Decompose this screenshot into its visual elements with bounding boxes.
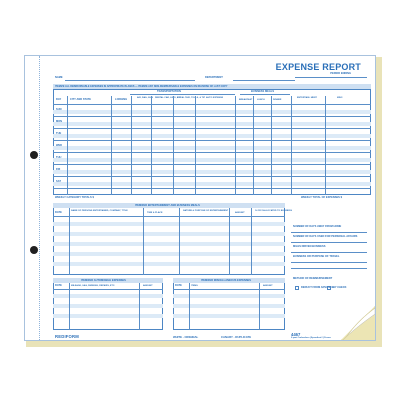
- col-misc: MISC.: [337, 97, 344, 99]
- ent-col-divider: [179, 208, 180, 275]
- day-tue: TUE: [56, 132, 62, 135]
- weekly-category-totals: WEEKLY CATEGORY TOTALS $: [55, 196, 94, 199]
- col-local-taxi: LOCAL TAXI, TOLLS, & TIP: [177, 97, 206, 99]
- ent-col-divider: [143, 208, 144, 275]
- grid-col-divider: [325, 96, 326, 195]
- ent-col-purpose: NATURE & PURPOSE OF ENTERTAINMENT: [183, 210, 229, 212]
- miles-driven-label: MILES DRIVEN BUSINESS: [293, 245, 326, 248]
- grid-col-divider: [291, 96, 292, 195]
- grid-header-divider: [53, 104, 371, 105]
- meals-divider: [240, 94, 290, 95]
- misc-col-divider: [259, 283, 260, 330]
- grid-col-divider: [131, 96, 132, 195]
- day-row-divider: [53, 128, 371, 129]
- department-label: DEPARTMENT: [205, 76, 223, 79]
- col-dinner: DINNER: [273, 99, 282, 101]
- deduct-advance-checkbox[interactable]: [295, 286, 299, 290]
- business-meals-header: BUSINESS MEALS: [251, 90, 275, 93]
- days-away-field[interactable]: [291, 232, 367, 233]
- col-lunch: LUNCH: [257, 99, 265, 101]
- binder-hole: [30, 151, 38, 159]
- page-curl-icon: [341, 306, 375, 340]
- auto-col-items: MILEAGE, GAS, PARKING, REPAIRS, ETC.: [71, 285, 116, 287]
- period-ending-label: PERIOD ENDING: [330, 72, 351, 75]
- auto-col-amount: AMOUNT: [143, 285, 153, 287]
- col-entertainment: ENTERTAIN- MENT: [297, 97, 317, 99]
- auto-col-divider: [139, 283, 140, 330]
- purpose-field-2[interactable]: [291, 268, 367, 269]
- day-row-divider: [53, 188, 371, 189]
- purpose-label: BUSINESS OR PURPOSE OF TRAVEL: [293, 255, 340, 258]
- ent-col-time-place: TIME & PLACE: [147, 212, 163, 214]
- entertainment-title: ITEMIZED ENTERTAINMENT AND BUSINESS MEALS: [135, 203, 200, 207]
- copy-canary-note: CANARY - DUPLICATE: [221, 335, 252, 339]
- col-auto-expense: AUTO EXPENSE: [206, 97, 224, 99]
- day-sun: SUN: [56, 108, 62, 111]
- grid-col-divider: [151, 96, 152, 195]
- grid-col-divider: [235, 96, 236, 195]
- grid-stripe: [53, 122, 371, 126]
- day-sat: SAT: [56, 180, 61, 183]
- brand-logo: REDIFORM: [55, 334, 79, 339]
- col-lodging: LODGING: [115, 98, 128, 101]
- ent-col-divider: [251, 208, 252, 275]
- period-ending-line: [295, 77, 367, 78]
- purpose-field[interactable]: [291, 262, 367, 263]
- personal-days-field[interactable]: [291, 242, 367, 243]
- day-thu: THU: [56, 156, 62, 159]
- form-title: EXPENSE REPORT: [275, 62, 361, 72]
- misc-title: ITEMIZED MISCELLANEOUS EXPENSES: [201, 278, 252, 282]
- transportation-divider: [130, 94, 235, 95]
- col-day: DAY: [56, 98, 62, 101]
- ent-col-date: DATE: [55, 211, 62, 214]
- ent-col-divider: [229, 208, 230, 275]
- ent-col-persons: NAME OF PERSONS ENTERTAINED, COMPANY, TITLE: [71, 210, 128, 212]
- binder-hole: [30, 246, 38, 254]
- by-check-label: BY CHECK: [333, 286, 347, 289]
- ent-col-amount: AMOUNT: [235, 212, 245, 214]
- ent-col-allocated: % OR $ ALLOCATED TO BUSINESS: [255, 210, 292, 212]
- day-row-divider: [53, 176, 371, 177]
- misc-col-amount: AMOUNT: [263, 285, 273, 287]
- day-row-divider: [53, 164, 371, 165]
- weekly-total-expenses: WEEKLY TOTAL OF EXPENSES $: [301, 196, 343, 199]
- col-breakfast: BREAKFAST: [239, 99, 253, 101]
- reimbursement-label: METHOD OF REIMBURSEMENT: [293, 277, 333, 280]
- ent-col-divider: [69, 208, 70, 275]
- grid-col-divider: [253, 96, 254, 195]
- grid-col-divider: [111, 96, 112, 195]
- name-label: NAME: [55, 76, 63, 79]
- personal-days-label: NUMBER OF DAYS USED FOR PERSONAL AFFAIRS: [293, 235, 358, 238]
- misc-col-date: DATE: [175, 284, 182, 287]
- instructions-text: ITEMIZE ALL REIMBURSABLE EXPENSES IN APPROPRIATE BLANKS — ITEMIZE ANY NON-REIMBURSABLE EXPENSES ON REVERSE OF LAST COPY: [55, 84, 228, 88]
- name-field[interactable]: [65, 80, 195, 81]
- copy-white-note: WHITE - ORIGINAL: [173, 335, 199, 339]
- transportation-header: TRANSPORTATION: [157, 90, 181, 93]
- grid-col-divider: [67, 96, 68, 195]
- perforation-line: [39, 56, 41, 340]
- day-fri: FRI: [56, 168, 61, 171]
- grid-stripe: [53, 170, 371, 174]
- by-check-checkbox[interactable]: [327, 286, 331, 290]
- grid-stripe: [53, 182, 371, 186]
- department-field[interactable]: [233, 80, 295, 81]
- col-city-state: CITY AND STATE: [70, 98, 91, 101]
- grid-stripe: [53, 110, 371, 114]
- grid-stripe: [53, 158, 371, 162]
- day-wed: WED: [56, 144, 63, 147]
- form-number: 4467: [291, 332, 301, 337]
- expense-report-sheet: [24, 55, 376, 341]
- auto-title: ITEMIZED AUTOMOBILE EXPENSES: [81, 278, 126, 282]
- grid-stripe: [53, 134, 371, 138]
- deduct-advance-label: DEDUCT FROM ADVANCE: [301, 286, 334, 289]
- auto-col-date: DATE: [55, 284, 62, 287]
- day-mon: MON: [56, 120, 63, 123]
- day-row-divider: [53, 116, 371, 117]
- day-row-divider: [53, 152, 371, 153]
- misc-col-divider: [189, 283, 190, 330]
- col-air-rail-bus: AIR, RAIL, BUS: [137, 97, 153, 99]
- misc-col-items: ITEMS: [191, 285, 198, 287]
- grid-col-divider: [195, 96, 196, 195]
- grid-col-divider: [271, 96, 272, 195]
- grid-stripe: [53, 146, 371, 150]
- day-row-divider: [53, 140, 371, 141]
- days-away-label: NUMBER OF DAYS AWAY FROM HOME: [293, 225, 342, 228]
- col-rental-car: RENTAL CAR, LIMO, ETC.: [155, 97, 182, 99]
- auto-col-divider: [69, 283, 70, 330]
- form-number-note: 2-part Carbonless (Speediset®) Forms: [291, 337, 331, 339]
- miles-driven-field[interactable]: [291, 252, 367, 253]
- grid-col-divider: [173, 96, 174, 195]
